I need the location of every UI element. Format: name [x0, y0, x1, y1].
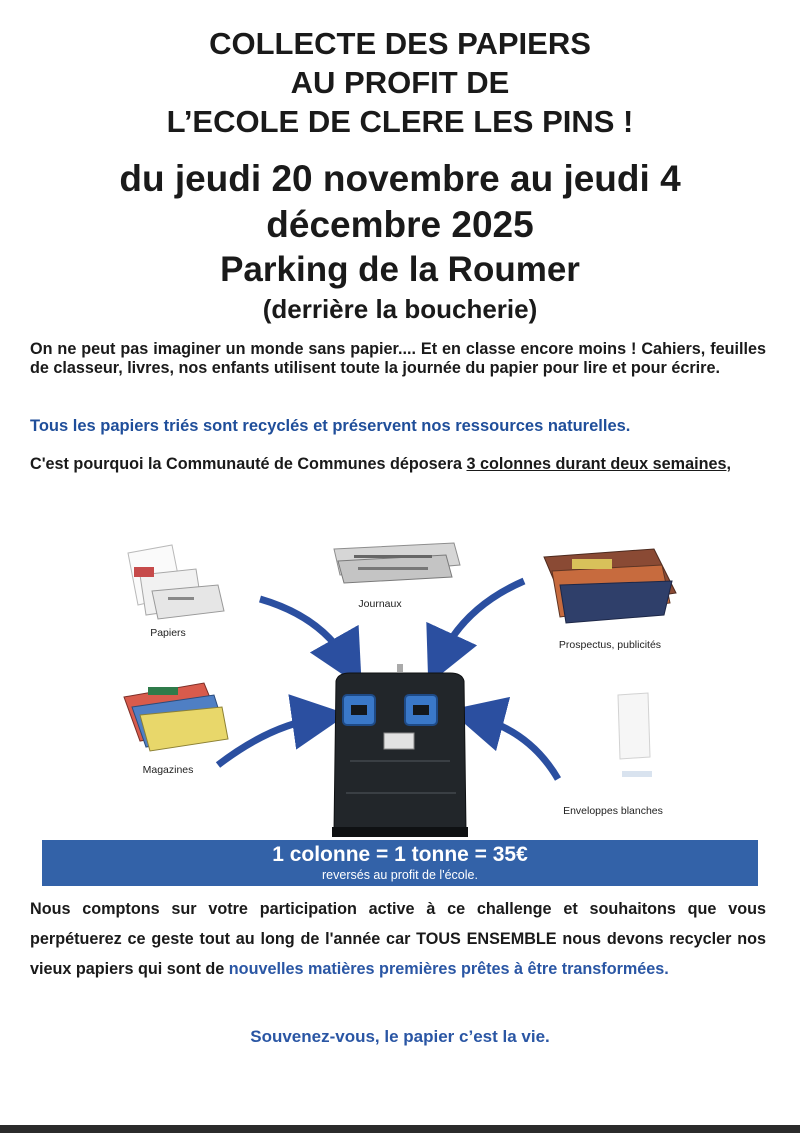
- closing-text: Nous comptons sur votre participation active à ce challenge et souhaitons que vous perpétuerez ce geste tout au long de l'année car TOUS ENSEMBLE nous devons recycler nos vieux papiers qui sont de: [30, 900, 766, 978]
- collection-dates: [0, 156, 800, 248]
- location: Parking de la Roumer: [220, 250, 580, 289]
- title-line-3: L’ECOLE DE CLERE LES PINS !: [166, 104, 634, 139]
- value-banner: [42, 840, 758, 886]
- banner-sub-text: reversés au profit de l'école.: [322, 868, 478, 882]
- flyers-picture: [544, 549, 676, 623]
- colonnes-underlined: 3 colonnes durant deux semaines: [466, 455, 727, 473]
- label-papiers: Papiers: [150, 627, 186, 639]
- colonnes-paragraph: [30, 452, 766, 476]
- poster-title: [0, 24, 800, 141]
- closing-slogan: Souvenez-vous, le papier c’est la vie.: [250, 1027, 550, 1046]
- arrow-prospectus: [440, 581, 524, 659]
- recycling-illustration-svg: [110, 535, 700, 845]
- banner-main-text: 1 colonne = 1 tonne = 35€: [272, 843, 528, 866]
- date-line-1: du jeudi 20 novembre au jeudi 4: [119, 158, 681, 199]
- papers-picture: [128, 545, 224, 619]
- recycling-column: [332, 664, 468, 837]
- label-enveloppes: Enveloppes blanches: [563, 805, 663, 817]
- recycling-illustration: [110, 535, 700, 845]
- intro-paragraph: On ne peut pas imaginer un monde sans papier.... Et en classe encore moins ! Cahiers, feuilles de classeur, livres, nos enfants utilisent toute la journée du papier pour lire et pour écrire.: [30, 340, 766, 377]
- colonnes-punct: ,: [726, 455, 731, 473]
- newspapers-picture: [334, 543, 460, 583]
- bottom-scan-edge: [0, 1125, 800, 1133]
- arrow-papiers: [260, 599, 348, 663]
- arrow-enveloppes: [476, 717, 558, 779]
- location-note: (derrière la boucherie): [262, 294, 538, 324]
- closing-paragraph: [30, 894, 766, 984]
- date-line-2: décembre 2025: [266, 204, 534, 245]
- closing-highlight: nouvelles matières premières prêtes à être transformées.: [228, 960, 669, 978]
- label-magazines: Magazines: [142, 764, 194, 776]
- magazines-picture: [124, 683, 228, 751]
- recycling-note: Tous les papiers triés sont recyclés et préservent nos ressources naturelles.: [30, 417, 631, 435]
- title-line-2: AU PROFIT DE: [290, 65, 510, 100]
- title-line-1: COLLECTE DES PAPIERS: [209, 26, 591, 61]
- label-journaux: Journaux: [358, 598, 402, 610]
- label-prospectus: Prospectus, publicités: [558, 639, 662, 651]
- arrow-magazines: [218, 718, 320, 765]
- colonnes-text: C'est pourquoi la Communauté de Communes déposera: [30, 455, 467, 473]
- envelopes-picture: [618, 693, 652, 777]
